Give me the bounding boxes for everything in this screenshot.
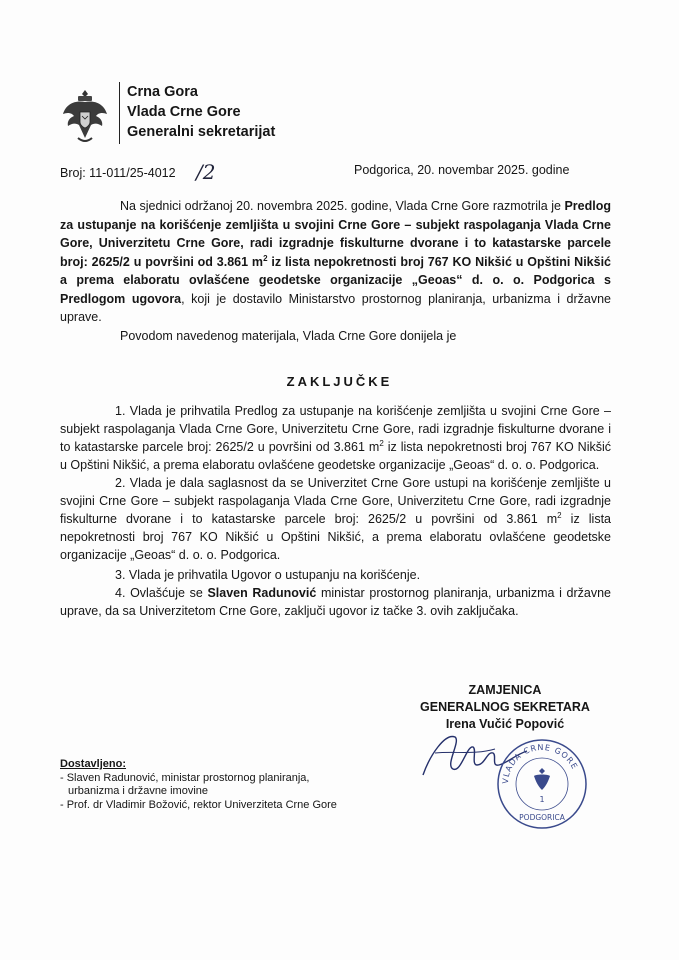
proposal-title: Predlog za ustupanje na korišćenje zemljišta u svojini Crne Gore – subjekt raspolaganja Vlada Crne Gore, Univerzitetu Crne Gore, radi izgradnje fiskulturne dvorane i to katastarske parcele broj: 2625/2 u površini od 3.861 m [60,199,611,269]
stamp-city: PODGORICA [519,813,565,822]
intro-end: , koji je dostavilo Ministarstvo prostornog planiranja, urbanizma i državne uprave. [60,291,611,324]
stamp-emblem-icon [534,768,550,790]
intro-paragraph-2: Povodom navedenog materijala, Vlada Crne Gore donijela je [120,328,457,343]
distribution-title: Dostavljeno: [60,758,127,770]
sup-squared: 2 [263,253,268,263]
government-name: Vlada Crne Gore [127,104,241,120]
reference-number: Broj: 11-011/25-4012 [60,166,176,180]
proposal-title-cont: iz lista nepokretnosti broj 767 KO Nikšić u Opštini Nikšić a prema elaboratu ovlašćene geodetske organizacije „Geoas“ d. o. o. Podgorica s Predlogom ugovora [60,254,611,306]
conclusion-3: 3. Vlada je prihvatila Ugovor o ustupanju na korišćenje. [115,568,421,582]
distribution-item: - Prof. dr Vladimir Božović, rektor Univerziteta Crne Gore [60,798,337,811]
signatory-office: GENERALNOG SEKRETARA [420,700,590,714]
intro-paragraph [60,197,611,327]
signatory-title: ZAMJENICA [468,683,542,697]
distribution-item-cont: urbanizma i državne imovine [68,785,209,797]
office-name: Generalni sekretarijat [127,124,276,140]
stamp-text: VLADA CRNE GORE [500,742,580,785]
conclusion-4: 4. Ovlašćuje se Slaven Radunović ministar prostornog planiranja, urbanizma i državne uprave, da sa Univerzitetom Crne Gore, zaključi ugovor iz tačke 3. ovih zaključaka. [60,586,611,618]
distribution-list [60,758,337,812]
conclusion-1: 1. Vlada je prihvatila Predlog za ustupanje na korišćenje zemljišta u svojini Crne Gore – subjekt raspolaganja Vlada Crne Gore, Univerzitetu Crne Gore, radi izgradnje fiskulturne dvorane i to katastarske parcele broj: 2625/2 u površini od 3.861 $m^2$ iz lista nepokretnosti broj 767 KO Nikšić u Opštini Nikšić, a prema elaboratu ovlašćene geodetske organizacije „Geoas“ d. o. o. Podgorica. [60,404,611,472]
conclusions-heading: ZAKLJUČKE [286,374,393,389]
intro-text [60,197,611,345]
stamp-number: 1 [539,795,545,804]
coat-of-arms-icon [60,86,110,146]
signatory-name: Irena Vučić Popović [445,717,565,731]
intro-start: Na sjednici održanoj 20. novembra 2025. godine, Vlada Crne Gore razmotrila je [120,199,565,213]
minister-name: Slaven Radunović [207,586,317,600]
distribution-item: - Slaven Radunović, ministar prostornog planiranja, [60,771,310,784]
handwritten-suffix: /2 [196,160,216,184]
document-date: Podgorica, 20. novembar 2025. godine [354,163,570,177]
conclusion-2: 2. Vlada je dala saglasnost da se Univerzitet Crne Gore ustupi na korišćenje zemljište u svojini Crne Gore – subjekt raspolaganja Vlada Crne Gore, Univerzitetu Crne Gore, radi izgradnje fiskulturne dvorane i to katastarske parcele broj: 2625/2 u površini od 3.861 $m^2$ iz lista nepokretnosti broj 767 KO Nikšić u Opštini Nikšić, a prema elaboratu ovlašćene geodetske organizacije „Geoas“ d. o. o. Podgorica. [60,476,612,562]
header-divider [119,82,120,144]
country-name: Crna Gora [127,84,198,100]
letterhead [127,82,275,142]
conclusions-list [60,402,611,620]
official-stamp [496,738,588,830]
